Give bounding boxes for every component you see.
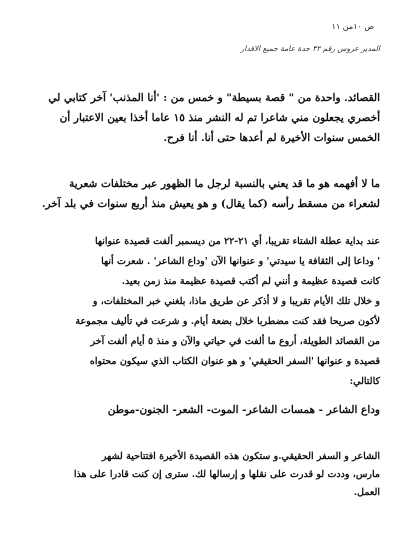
- paragraph-line: العمل.: [353, 487, 380, 498]
- paragraph-line: كالتالي:: [349, 376, 380, 387]
- paragraph-line: عند بداية عطلة الشتاء تقريبا، أي ٢١-٢٢ من ديسمبر ألفت قصيدة عنوانها: [94, 236, 380, 247]
- paragraph-line: لشعراء من مسقط رأسه (كما يقال) و هو يعيش منذ أربع سنوات في بلد آخر.: [41, 198, 380, 210]
- paragraph-line: من القصائد الطويلة، أروع ما ألفت في حياتي والآن و منذ ٥ أيام ألفت آخر: [90, 336, 380, 347]
- paragraph-line: لأكون صريحا فقد كنت مضطربا خلال بضعة أيام. و شرعت في تأليف مجموعة: [75, 316, 380, 327]
- paragraph-4: [30, 400, 380, 420]
- paragraph-line: مارس، وددت لو قدرت على نقلها و إرسالها لك. سترى إن كنت قادرا على هذا: [73, 469, 380, 480]
- paragraph-5: [30, 448, 380, 502]
- paragraph-line: و خلال تلك الأيام تقريبا و لا أذكر عن طريق ماذا، بلغني خبر المختلفات، و: [92, 296, 380, 307]
- paragraph-line: قصيدة و عنوانها 'السفر الحقيقي' و هو عنوان الكتاب الذي سيكون محتواه: [89, 356, 380, 367]
- paragraph-1: [30, 88, 380, 148]
- paragraph-line: القصائد. واحدة من " قصة بسيطة" و خمس من : 'أنا المذنب' آخر كتابي لي: [48, 92, 380, 104]
- page-number: ص ١٠من ١١: [331, 22, 374, 31]
- paragraph-line: وداع الشاعر - همسات الشاعر- الموت- الشعر- الجنون-موطن: [107, 404, 380, 416]
- paragraph-line: ما لا أفهمه هو ما قد يعني بالنسبة لرجل ما الظهور عبر مختلفات شعرية: [69, 178, 380, 190]
- paragraph-line: الشاعر و السفر الحقيقي.و ستكون هذه القصيدة الأخيرة افتتاحية لشهر: [101, 451, 380, 462]
- paragraph-line: ' وداعا إلى الثقافة يا سيدتي' و عنوانها الآن 'وداع الشاعر' . شعرت أنها: [101, 256, 380, 267]
- paragraph-3: [30, 232, 380, 392]
- paragraph-2: [30, 174, 380, 214]
- paragraph-line: كانت قصيدة عظيمة و أنني لم أكتب قصيدة عظيمة منذ زمن بعيد.: [121, 276, 380, 287]
- paragraph-line: أخصري يجعلون مني شاعرا تم له النشر منذ ١٥ عاما أخذا بعين الاعتبار أن: [59, 112, 380, 124]
- page-header: المدير عروس رقم ٣٢ جدة عامة جميع الاقدار: [240, 44, 380, 53]
- paragraph-line: الخمس سنوات الأخيرة لم أعدها حتى أنا. أنا فرح.: [163, 132, 380, 144]
